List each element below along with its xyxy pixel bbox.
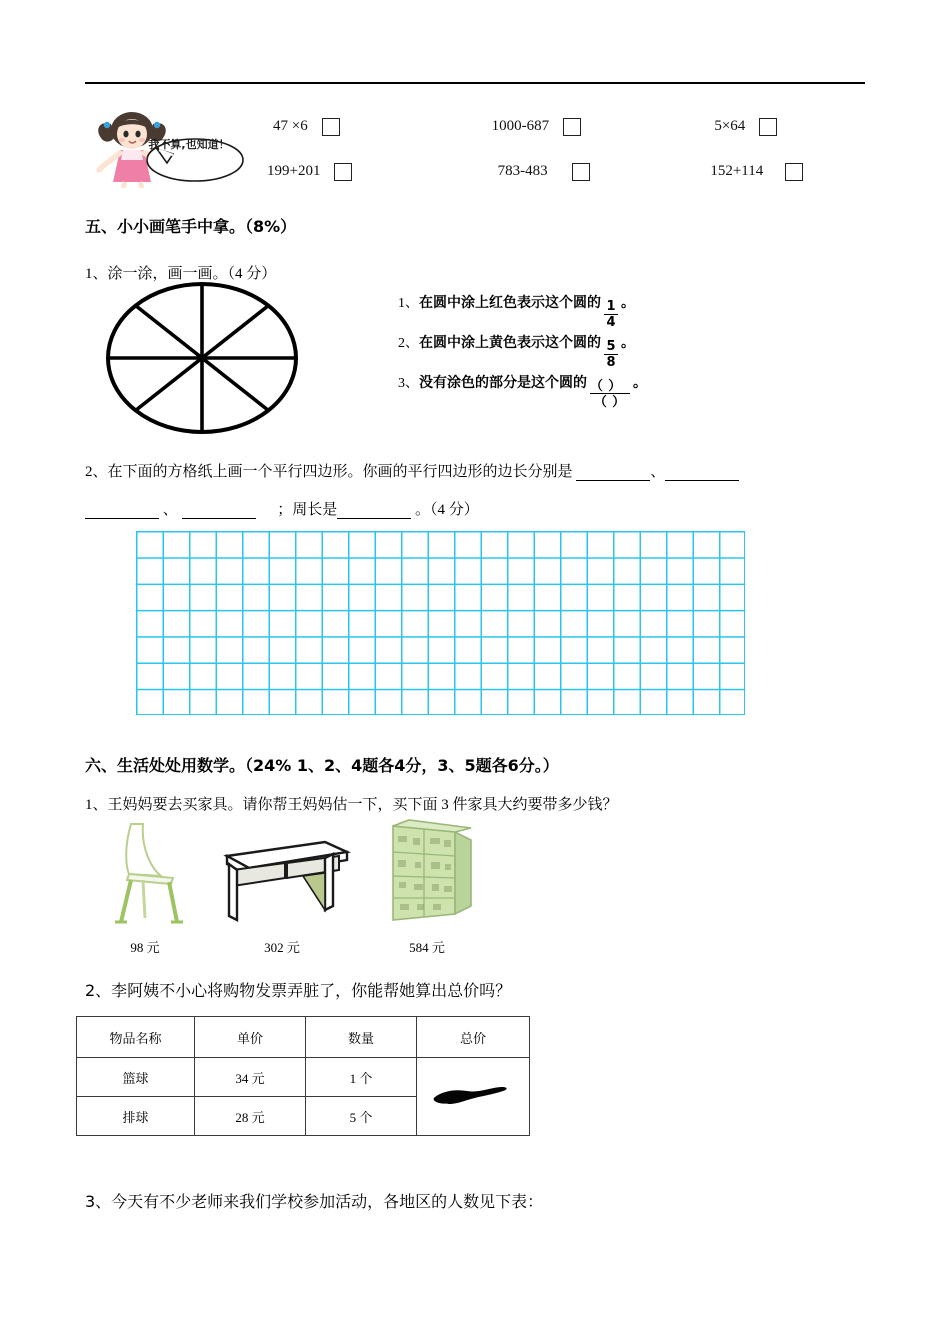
furniture-item-desk: [207, 818, 357, 956]
total-price-cell-smudged[interactable]: [417, 1058, 530, 1136]
q2-text: 2、在下面的方格纸上画一个平行四边形。你画的平行四边形的边长分别是: [85, 464, 573, 480]
furniture-price: 302 元: [264, 940, 300, 955]
table-header-cell: 总价: [417, 1017, 530, 1058]
speech-bubble-text: 我不算,也知道！: [148, 138, 230, 151]
item-name-cell: 篮球: [77, 1058, 195, 1097]
table-header-cell: 单价: [195, 1017, 306, 1058]
blank-separator: 、: [650, 464, 666, 480]
item-index: 1、: [398, 296, 419, 311]
furniture-price: 584 元: [409, 940, 445, 955]
expression-row: [267, 149, 875, 194]
expression-checkbox[interactable]: [785, 163, 803, 181]
section-six-heading: 六、生活处处用数学。（24% 1、2、4题各4分，3、5题各6分。）: [85, 756, 559, 775]
expression-item: [267, 163, 470, 181]
table-header-row: [77, 1017, 530, 1058]
expression-checkbox[interactable]: [572, 163, 590, 181]
item-tail: 。: [621, 295, 635, 311]
blank-separator: 、: [162, 502, 178, 518]
item-name-cell: 排球: [77, 1097, 195, 1136]
quantity-cell: 1 个: [306, 1058, 417, 1097]
expression-item: [470, 163, 673, 181]
table-header-cell: 物品名称: [77, 1017, 195, 1058]
expression-row: [267, 104, 875, 149]
q2-text-mid: ；周长是: [277, 502, 338, 518]
furniture-price: 98 元: [130, 940, 160, 955]
expression-item: [672, 118, 875, 136]
furniture-item-cabinet: [367, 818, 487, 956]
fraction-denominator-blank[interactable]: （ ）: [590, 393, 630, 409]
estimate-question-block: [85, 104, 875, 194]
section-six-q3-prompt: 3、今天有不少老师来我们学校参加活动，各地区的人数见下表：: [85, 1192, 544, 1211]
answer-blank[interactable]: [665, 466, 739, 481]
expression-checkbox[interactable]: [322, 118, 340, 136]
expression-label: 783-483: [497, 163, 548, 179]
unit-price-cell: 28 元: [195, 1097, 306, 1136]
expression-checkbox[interactable]: [334, 163, 352, 181]
fraction-numerator: 5: [606, 339, 616, 354]
expression-item: [267, 118, 470, 136]
expression-label: 152+114: [710, 163, 764, 179]
chair-image: [85, 818, 205, 930]
item-text: 在圆中涂上红色表示这个圆的: [419, 295, 601, 311]
quantity-cell: 5 个: [306, 1097, 417, 1136]
answer-blank[interactable]: [576, 466, 650, 481]
section-five-q1-prompt: 1、涂一涂，画一画。（4 分）: [85, 266, 277, 282]
section-five-q2-line2: [85, 498, 479, 519]
table-header-cell: 数量: [306, 1017, 417, 1058]
fraction: [604, 340, 618, 370]
table-row: [77, 1058, 530, 1097]
answer-blank[interactable]: [337, 504, 411, 519]
furniture-item-chair: [85, 818, 205, 956]
expression-label: 1000-687: [491, 118, 550, 134]
expression-label: 5×64: [714, 118, 746, 134]
fraction: [604, 300, 618, 330]
graph-paper-grid[interactable]: [136, 531, 745, 715]
item-text: 没有涂色的部分是这个圆的: [419, 375, 587, 391]
expression-checkbox[interactable]: [563, 118, 581, 136]
expression-label: 47 ×6: [273, 118, 308, 134]
fraction-numerator: 1: [606, 299, 616, 314]
pie-circle-diagram: [104, 282, 300, 434]
item-index: 3、: [398, 376, 419, 391]
section-six-q2-prompt: 2、李阿姨不小心将购物发票弄脏了，你能帮她算出总价吗？: [85, 981, 512, 1000]
item-tail: 。: [621, 335, 635, 351]
expression-checkbox[interactable]: [759, 118, 777, 136]
unit-price-cell: 34 元: [195, 1058, 306, 1097]
desk-image: [207, 818, 357, 930]
fraction-statement-list: [398, 292, 818, 412]
fraction: [590, 379, 630, 409]
page-top-rule: [85, 82, 865, 84]
fraction-denominator: 4: [604, 314, 618, 330]
section-five-heading: 五、小小画笔手中拿。（8%）: [85, 217, 297, 236]
ink-smudge-icon: [431, 1084, 509, 1106]
expression-item: [470, 118, 673, 136]
answer-blank[interactable]: [85, 504, 159, 519]
item-tail: 。: [633, 375, 647, 391]
fraction-statement: [398, 332, 818, 372]
fraction-denominator: 8: [604, 354, 618, 370]
cabinet-image: [367, 818, 487, 930]
item-index: 2、: [398, 336, 419, 351]
expression-label: 199+201: [267, 163, 321, 179]
section-five-q2-line1: [85, 460, 739, 481]
fraction-statement: [398, 372, 818, 412]
fraction-statement: [398, 292, 818, 332]
answer-blank[interactable]: [182, 504, 256, 519]
furniture-image-row: [85, 818, 505, 958]
expression-item: [672, 163, 875, 181]
section-six-q1-prompt: 1、王妈妈要去买家具。请你帮王妈妈估一下，买下面 3 件家具大约要带多少钱？: [85, 797, 618, 813]
expression-grid: [267, 104, 875, 194]
item-text: 在圆中涂上黄色表示这个圆的: [419, 335, 601, 351]
q2-text-tail: 。（4 分）: [415, 502, 479, 518]
invoice-table: [76, 1016, 530, 1136]
fraction-numerator-blank[interactable]: （ ）: [590, 378, 623, 393]
